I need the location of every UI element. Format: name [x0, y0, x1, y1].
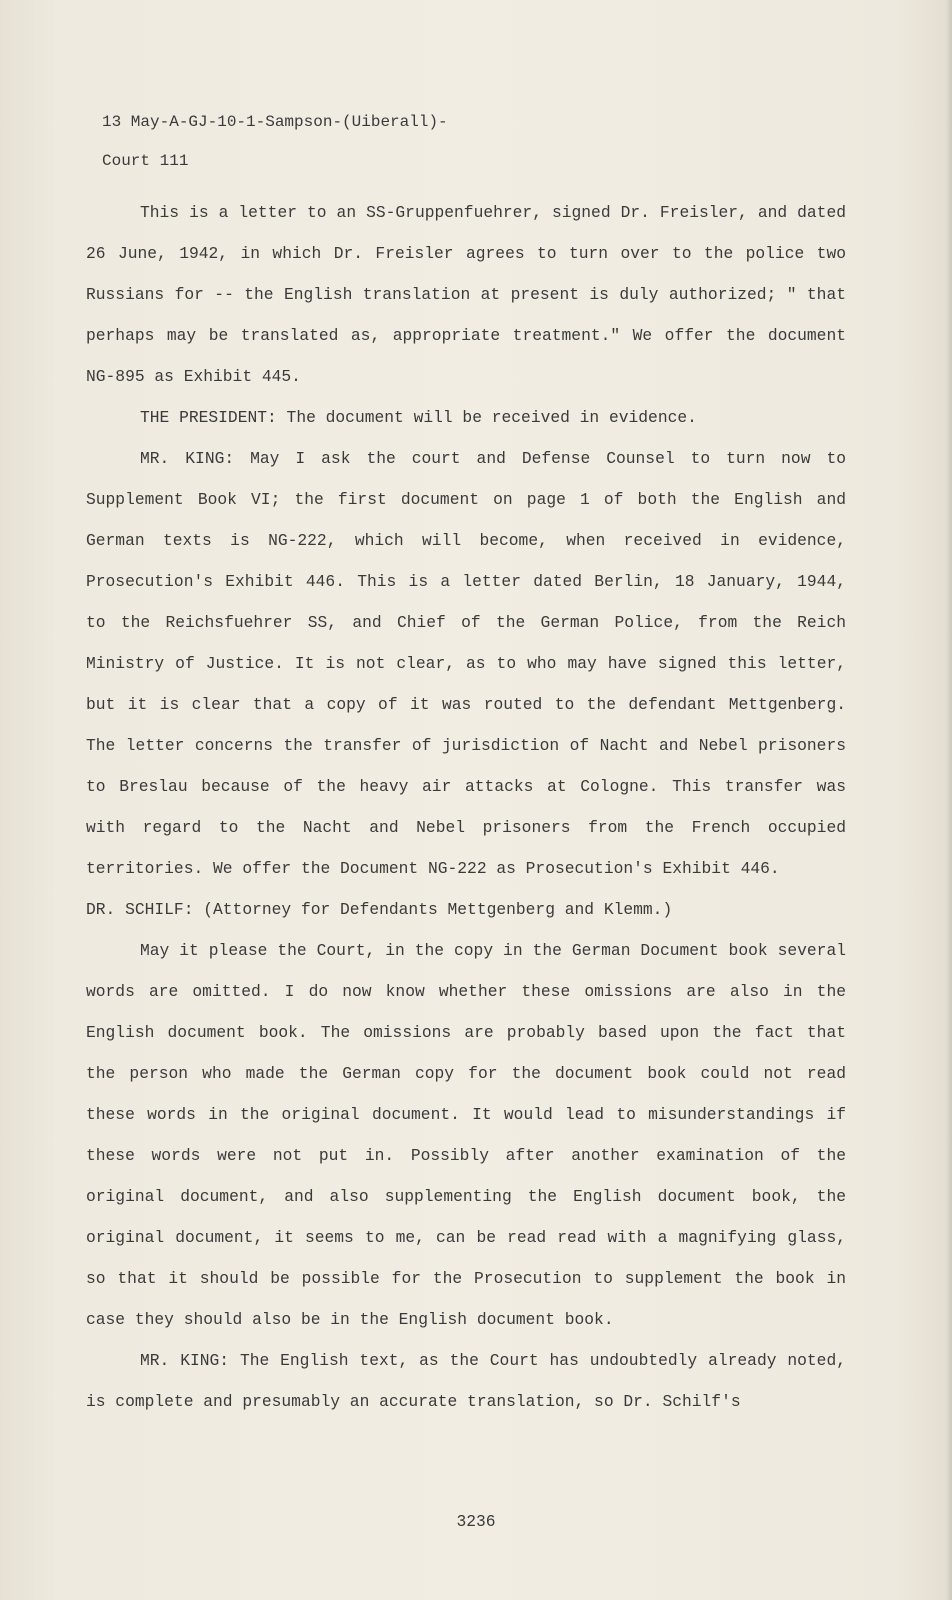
paragraph-schilf-intro: DR. SCHILF: (Attorney for Defendants Mettgenberg and Klemm.): [86, 900, 673, 919]
paragraph-schilf-statement: May it please the Court, in the copy in the German Document book several words are omitted. I do now know whether these omissions are also in the English document book. The omissions are probably based upon the fact that the person who made the German copy for the document book could not read these words in the original document. It would lead to misunderstandings if these words were not put in. Possibly after another examination of the original document, and also supplementing the English document book, the original document, it seems to me, can be read read with a magnifying glass, so that it should be possible for the Prosecution to supplement the book in case they should also be in the English document book.: [86, 941, 846, 1329]
court-label: Court 111: [102, 152, 189, 170]
paragraph-king-reply: MR. KING: The English text, as the Court has undoubtedly already noted, is complete and presumably an accurate translation, so Dr. Schilf's: [86, 1351, 846, 1411]
transcript-reference: 13 May-A-GJ-10-1-Sampson-(Uiberall)-: [102, 113, 448, 131]
transcript-body: [86, 192, 846, 1422]
page-number: 3236: [456, 1512, 496, 1531]
paragraph-freisler-letter: This is a letter to an SS-Gruppenfuehrer, signed Dr. Freisler, and dated 26 June, 1942, in which Dr. Freisler agrees to turn over to the police two Russians for -- the English translation at present is duly authorized; " that perhaps may be translated as, appropriate treatment." We offer the document NG-895 as Exhibit 445.: [86, 203, 846, 386]
paragraph-president: THE PRESIDENT: The document will be received in evidence.: [140, 408, 697, 427]
paragraph-king-supplement: MR. KING: May I ask the court and Defense Counsel to turn now to Supplement Book VI; the first document on page 1 of both the English and German texts is NG-222, which will become, when received in evidence, Prosecution's Exhibit 446. This is a letter dated Berlin, 18 January, 1944, to the Reichsfuehrer SS, and Chief of the German Police, from the Reich Ministry of Justice. It is not clear, as to who may have signed this letter, but it is clear that a copy of it was routed to the defendant Mettgenberg. The letter concerns the transfer of jurisdiction of Nacht and Nebel prisoners to Breslau because of the heavy air attacks at Cologne. This transfer was with regard to the Nacht and Nebel prisoners from the French occupied territories. We offer the Document NG-222 as Prosecution's Exhibit 446.: [86, 449, 846, 878]
page-edge-shadow: [946, 0, 952, 1600]
